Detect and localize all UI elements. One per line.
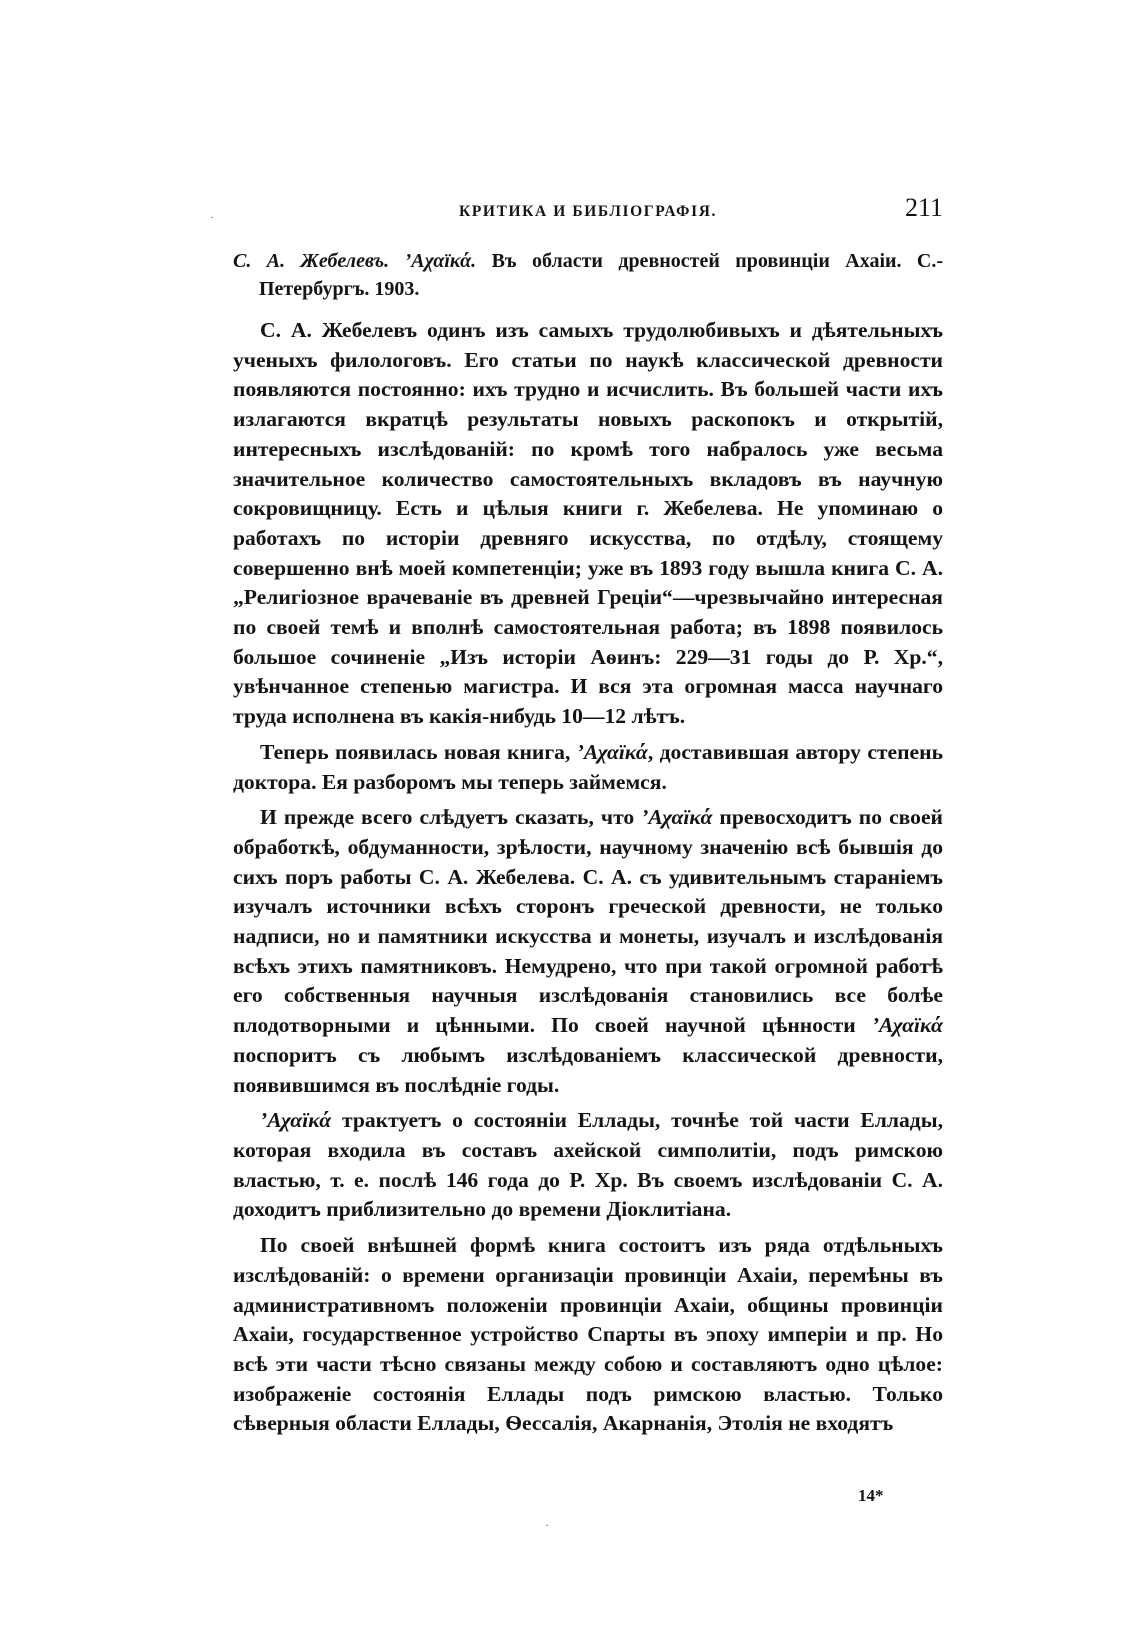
paragraph-text: И прежде всего слѣдуетъ сказать, что [260,805,642,830]
paragraph [233,1106,943,1225]
paragraph-text: С. А. Жебелевъ одинъ изъ самыхъ трудолюбивыхъ и дѣятельныхъ ученыхъ филологовъ. Его статьи по наукѣ классической древности появляются постоянно: ихъ трудно и исчислить. Въ большей части ихъ излагаются вкратцѣ результаты новыхъ раскопокъ и открытій, интересныхъ изслѣдованій: по кромѣ того набралось уже весьма значительное количество самостоятельныхъ вкладовъ въ научную сокровищницу. Есть и цѣлыя книги г. Жебелева. Не упоминаю о работахъ по исторіи древняго искусства, по отдѣлу, стоящему совершенно внѣ моей компетенціи; уже въ 1893 году вышла книга С. А. „Религіозное врачеваніе въ древней Греціи“—чрезвычайно интересная по своей темѣ и вполнѣ самостоятельная работа; въ 1898 появилось большое сочиненіе „Изъ исторіи Аѳинъ: 229—31 годы до Р. Хр.“, увѣнчанное степенью магистра. И вся эта огромная масса научнаго труда исполнена въ какія-нибудь 10—12 лѣтъ. [233,318,943,729]
body-text [233,316,943,1439]
page-number: 211 [904,193,943,222]
paragraph [233,738,943,797]
paragraph-text: По своей внѣшней формѣ книга состоитъ изъ ряда отдѣльныхъ изслѣдованій: о времени организаціи провинціи Ахаіи, перемѣны въ административномъ положеніи провинціи Ахаіи, общины провинціи Ахаіи, государственное устройство Спарты въ эпоху имперіи и пр. Но всѣ эти части тѣсно связаны между собою и составляютъ одно цѣлое: изображеніе состоянія Еллады подъ римскою властью. Только сѣверныя области Еллады, Ѳессалія, Акарнанія, Этолія не входятъ [233,1233,943,1436]
bibliographic-entry [233,247,943,303]
paragraph-text: превосходитъ по своей обработкѣ, обдуманности, зрѣлости, научному значенію всѣ бывшія до сихъ поръ работы С. А. Жебелева. С. А. съ удивительнымъ стараніемъ изучалъ источники всѣхъ сторонъ греческой древности, не только надписи, но и памятники искусства и монеты, изучалъ и изслѣдованія всѣхъ этихъ памятниковъ. Немудрено, что при такой огромной работѣ его собственныя научныя изслѣдованія становились все болѣе плодотворными и цѣнными. По своей научной цѣнности [233,805,943,1038]
page-content [233,247,943,1445]
paragraph [233,316,943,732]
bib-author: С. А. Жебелевъ. [233,250,390,272]
running-title: КРИТИКА И БИБЛІОГРАФІЯ. [459,203,717,220]
paragraph-text: , доставившая автору степень доктора. Ея разборомъ мы теперь займемся. [233,739,943,794]
bib-details: Въ области древностей провинціи Ахаіи. С.-Петербургъ. 1903. [259,250,944,300]
greek-title: ’Αχαϊκά [871,1013,943,1038]
paragraph [233,803,943,1100]
bib-title-greek: ’Аχαϊκά. [404,250,477,272]
greek-title: ’Αχαϊκά [576,739,648,764]
scan-speck: · [545,1518,549,1532]
greek-title: ’Αχαϊκά [260,1108,332,1133]
paragraph-text: Теперь появилась новая книга, [260,739,577,764]
running-head [233,193,943,225]
paragraph [233,1231,943,1439]
greek-title: ’Αχαϊκά [641,805,713,830]
printer-signature: 14* [858,1486,884,1505]
scan-speck: · [210,210,214,224]
paragraph-text: трактуетъ о состояніи Еллады, точнѣе той части Еллады, которая входила въ составъ ахейской симполитіи, подъ римскою властью, т. е. послѣ 146 года до Р. Хр. Въ своемъ изслѣдованіи С. А. доходитъ приблизительно до времени Діоклитіана. [233,1108,943,1222]
paragraph-text: поспоритъ съ любымъ изслѣдованіемъ классической древности, появившимся въ послѣдніе годы. [233,1042,943,1097]
